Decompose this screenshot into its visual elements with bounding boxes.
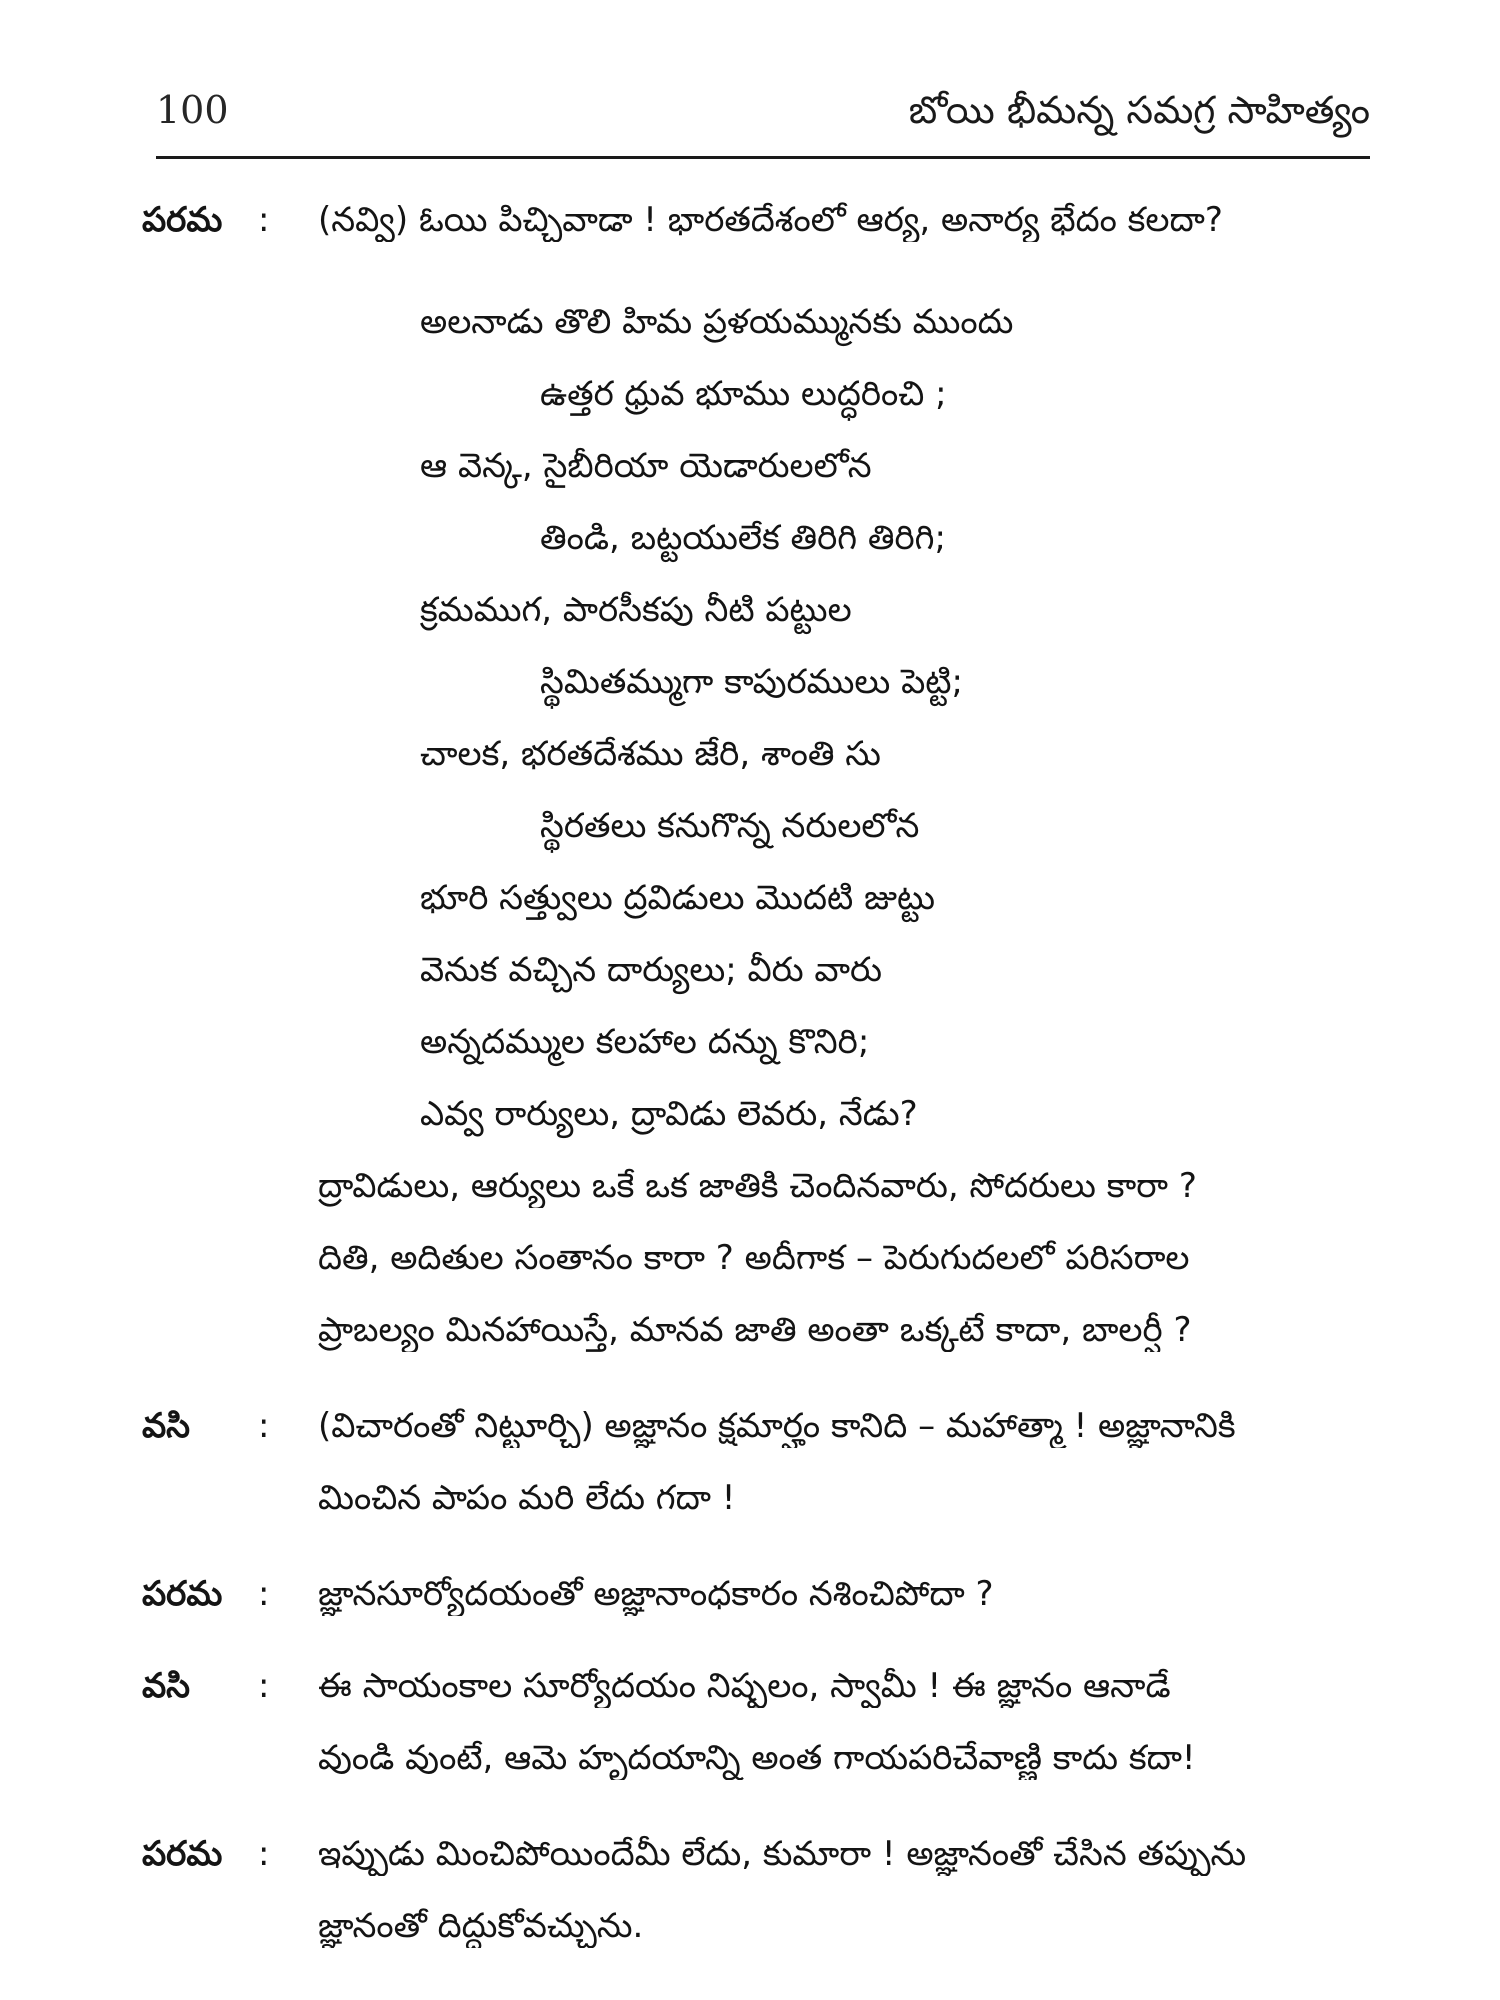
verse-line: వెనుక వచ్చిన దార్యులు; వీరు వారు (420, 950, 882, 990)
verse-line: చాలక, భరతదేశము జేరి, శాంతి సు (420, 734, 881, 774)
verse-line: అన్నదమ్ముల కలహాల దన్ను కొనిరి; (420, 1022, 870, 1062)
speaker-colon: : (258, 1834, 270, 1874)
header-rule (156, 156, 1370, 159)
prose-line: దితి, అదితుల సంతానం కారా ? అదీగాక – పెరుగుదలలో పరిసరాల (318, 1238, 1190, 1278)
running-title: బోయి భీమన్న సమగ్ర సాహిత్యం (908, 88, 1370, 132)
verse-line: ఉత్తర ధ్రువ భూము లుద్ధరించి ; (540, 374, 947, 414)
page-number: 100 (156, 88, 229, 132)
dialogue-line: మించిన పాపం మరి లేదు గదా ! (318, 1478, 736, 1518)
speaker-label: పరమ (142, 1834, 223, 1874)
verse-line: క్రమముగ, పారసీకపు నీటి పట్టుల (420, 590, 852, 630)
verse-line: తిండి, బట్టయులేక తిరిగి తిరిగి; (540, 518, 946, 558)
speaker-colon: : (258, 1574, 270, 1614)
speaker-label: వసి (142, 1406, 191, 1446)
dialogue-line: జ్ఞానంతో దిద్దుకోవచ్చును. (318, 1906, 644, 1946)
verse-line: స్థిరతలు కనుగొన్న నరులలోన (540, 806, 920, 846)
verse-line: స్థిమితమ్ముగా కాపురములు పెట్టి; (540, 662, 963, 702)
verse-line: ఆ వెన్క, సైబీరియా యెడారులలోన (420, 446, 872, 486)
speaker-colon: : (258, 1406, 270, 1446)
speaker-label: పరమ (142, 200, 223, 240)
verse-line: భూరి సత్త్వులు ద్రవిడులు మొదటి జుట్టు (420, 878, 936, 918)
dialogue-line: (నవ్వి) ఓయి పిచ్చివాడా ! భారతదేశంలో ఆర్య, అనార్య భేదం కలదా? (318, 200, 1223, 240)
speaker-label: వసి (142, 1666, 191, 1706)
verse-line: ఎవ్వ రార్యులు, ద్రావిడు లెవరు, నేడు? (420, 1094, 918, 1134)
speaker-label: పరమ (142, 1574, 223, 1614)
dialogue-line: వుండి వుంటే, ఆమె హృదయాన్ని అంత గాయపరిచేవాణ్ణి కాదు కదా! (318, 1738, 1196, 1778)
prose-line: ప్రాబల్యం మినహాయిస్తే, మానవ జాతి అంతా ఒక్కటే కాదా, బాలర్షీ ? (318, 1310, 1192, 1350)
dialogue-line: ఇప్పుడు మించిపోయిందేమీ లేదు, కుమారా ! అజ్ఞానంతో చేసిన తప్పును (318, 1834, 1247, 1874)
dialogue-line: జ్ఞానసూర్యోదయంతో అజ్ఞానాంధకారం నశించిపోదా ? (318, 1574, 994, 1614)
dialogue-line: (విచారంతో నిట్టూర్చి) అజ్ఞానం క్షమార్హం కానిది – మహాత్మా ! అజ్ఞానానికి (318, 1406, 1236, 1446)
speaker-colon: : (258, 200, 270, 240)
speaker-colon: : (258, 1666, 270, 1706)
prose-line: ద్రావిడులు, ఆర్యులు ఒకే ఒక జాతికి చెందినవారు, సోదరులు కారా ? (318, 1166, 1197, 1206)
dialogue-line: ఈ సాయంకాల సూర్యోదయం నిష్ఫలం, స్వామీ ! ఈ జ్ఞానం ఆనాడే (318, 1666, 1171, 1706)
page-header (156, 82, 1370, 154)
verse-line: అలనాడు తొలి హిమ ప్రళయమ్మునకు ముందు (420, 302, 1014, 342)
